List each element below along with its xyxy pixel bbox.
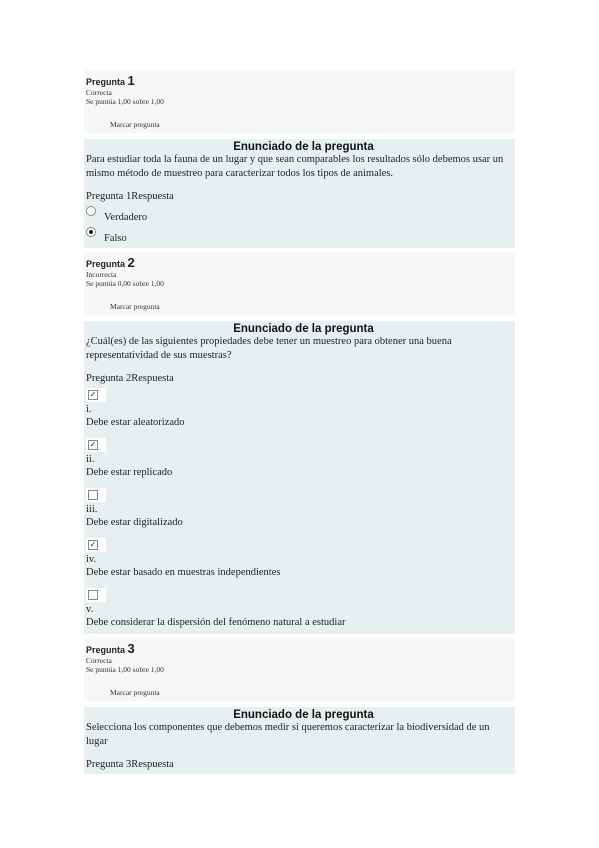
quiz-review (84, 70, 515, 778)
option-v[interactable] (86, 588, 513, 630)
question-content-1 (84, 139, 515, 248)
question-label: Pregunta (86, 259, 126, 269)
question-info-1 (84, 70, 515, 133)
option-label: Verdadero (104, 212, 148, 223)
question-heading: Enunciado de la pregunta (233, 323, 374, 335)
option-numeral: iii. (86, 504, 98, 515)
option-iv[interactable] (86, 538, 513, 580)
option-label: Debe estar digitalizado (86, 517, 183, 528)
option-label: Falso (104, 233, 127, 244)
question-number (86, 255, 513, 270)
checkbox-checked-icon[interactable]: ✓ (89, 540, 97, 549)
question-number-value: 2 (127, 255, 135, 270)
question-number-value: 3 (127, 641, 135, 656)
question-label: Pregunta (86, 645, 126, 655)
question-label: Pregunta (86, 77, 126, 87)
radio-button-selected-icon[interactable] (86, 227, 96, 237)
checkbox-checked-icon[interactable]: ✓ (89, 440, 97, 449)
radio-button-icon[interactable] (86, 206, 96, 216)
question-text: Para estudiar toda la fauna de un lugar y que sean comparables los resultados sólo debemos usar un mismo método de muestreo para caracterizar todos los tipos de animales. (86, 154, 504, 179)
question-number (86, 641, 513, 656)
option-iii[interactable] (86, 488, 513, 530)
checkbox-checked-icon[interactable]: ✓ (89, 390, 97, 399)
response-label: Pregunta 2Respuesta (86, 373, 174, 384)
question-grade: Se puntúa 1,00 sobre 1,00 (86, 97, 164, 106)
option-falso[interactable] (86, 227, 513, 244)
option-numeral: ii. (86, 454, 95, 465)
response-label: Pregunta 3Respuesta (86, 759, 174, 770)
question-content-2 (84, 321, 515, 634)
question-grade: Se puntúa 0,00 sobre 1,00 (86, 279, 164, 288)
question-text: ¿Cuál(es) de las siguientes propiedades debe tener un muestreo para obtener una buena representatividad de sus muestras? (86, 336, 452, 361)
question-heading: Enunciado de la pregunta (233, 141, 374, 153)
flag-question-link[interactable]: Marcar pregunta (110, 688, 160, 697)
flag-question-link[interactable]: Marcar pregunta (110, 120, 160, 129)
option-label: Debe estar basado en muestras independientes (86, 567, 281, 578)
question-state: Incorrecta (86, 270, 117, 279)
option-verdadero[interactable] (86, 206, 513, 223)
question-info-2 (84, 252, 515, 315)
flag-question-link[interactable]: Marcar pregunta (110, 302, 160, 311)
checkbox-unchecked-icon[interactable] (88, 490, 98, 500)
checkbox-unchecked-icon[interactable] (88, 590, 98, 600)
option-numeral: iv. (86, 554, 97, 565)
question-state: Correcta (86, 88, 112, 97)
option-label: Debe estar aleatorizado (86, 417, 185, 428)
option-i[interactable] (86, 388, 513, 430)
option-label: Debe estar replicado (86, 467, 173, 478)
response-label: Pregunta 1Respuesta (86, 191, 174, 202)
option-numeral: i. (86, 404, 92, 415)
question-info-3 (84, 638, 515, 701)
question-number (86, 73, 513, 88)
question-grade: Se puntúa 1,00 sobre 1,00 (86, 665, 164, 674)
question-heading: Enunciado de la pregunta (233, 709, 374, 721)
question-state: Correcta (86, 656, 112, 665)
question-content-3 (84, 707, 515, 774)
question-text: Selecciona los componentes que debemos medir si queremos caracterizar la biodiversidad de un lugar (86, 722, 490, 747)
option-ii[interactable] (86, 438, 513, 480)
option-numeral: v. (86, 604, 94, 615)
option-label: Debe considerar la dispersión del fenómeno natural a estudiar (86, 617, 346, 628)
question-number-value: 1 (127, 73, 135, 88)
